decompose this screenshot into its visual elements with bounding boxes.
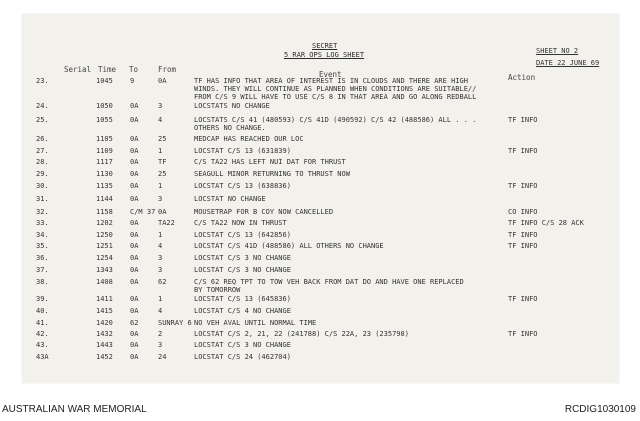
- row-event: LOCSTAT C/S 2, 21, 22 (241788) C/S 22A, 23 (235798): [194, 330, 409, 338]
- row-from: 1: [158, 295, 163, 303]
- row-to: 0A: [130, 170, 139, 178]
- row-to: 62: [130, 319, 139, 327]
- row-to: 0A: [130, 219, 139, 227]
- row-serial: 42.: [36, 330, 49, 338]
- footer-reference: RCDIG1030109: [564, 404, 636, 415]
- row-action: TF INFO: [508, 116, 538, 124]
- row-to: 9: [130, 77, 135, 85]
- row-serial: 24.: [36, 102, 49, 110]
- row-event: LOCSTAT C/S 3 NO CHANGE: [194, 266, 291, 274]
- row-from: 4: [158, 307, 163, 315]
- row-from: 4: [158, 242, 163, 250]
- row-from: 4: [158, 116, 163, 124]
- row-event: LOCSTATS NO CHANGE: [194, 102, 270, 110]
- row-to: 0A: [130, 242, 139, 250]
- log-title: 5 RAR OPS LOG SHEET: [284, 51, 365, 59]
- row-serial: 40.: [36, 307, 49, 315]
- row-event: LOCSTAT C/S 3 NO CHANGE: [194, 254, 291, 262]
- row-serial: 36.: [36, 254, 49, 262]
- row-time: 1144: [96, 195, 113, 203]
- row-time: 1050: [96, 102, 113, 110]
- header-event: Event: [319, 70, 342, 79]
- row-serial: 23.: [36, 77, 49, 85]
- header-serial: Serial: [64, 65, 92, 74]
- row-time: 1443: [96, 341, 113, 349]
- row-time: 1408: [96, 278, 113, 286]
- row-to: 0A: [130, 353, 139, 361]
- row-time: 1105: [96, 135, 113, 143]
- row-from: 2: [158, 330, 163, 338]
- row-to: 0A: [130, 182, 139, 190]
- header-time: Time: [98, 65, 117, 74]
- row-from: 3: [158, 102, 163, 110]
- row-serial: 31.: [36, 195, 49, 203]
- row-action: TF INFO: [508, 330, 538, 338]
- row-from: 1: [158, 182, 163, 190]
- row-time: 1452: [96, 353, 113, 361]
- row-serial: 34.: [36, 231, 49, 239]
- row-to: 0A: [130, 266, 139, 274]
- row-time: 1415: [96, 307, 113, 315]
- row-event: LOCSTAT C/S 13 (631839): [194, 147, 291, 155]
- row-event: C/S 62 REQ TPT TO TOW VEH BACK FROM DAT DO AND HAVE ONE REPLACED BY TOMORROW: [194, 278, 464, 294]
- row-to: 0A: [130, 330, 139, 338]
- row-event: LOCSTAT C/S 3 NO CHANGE: [194, 341, 291, 349]
- row-from: 3: [158, 266, 163, 274]
- row-event: NO VEH AVAL UNTIL NORMAL TIME: [194, 319, 317, 327]
- row-event: SEAGULL MINOR RETURNING TO THRUST NOW: [194, 170, 350, 178]
- row-from: TF: [158, 158, 167, 166]
- row-serial: 27.: [36, 147, 49, 155]
- row-to: 0A: [130, 295, 139, 303]
- row-from: 0A: [158, 77, 167, 85]
- row-from: 3: [158, 195, 163, 203]
- row-to: 0A: [130, 135, 139, 143]
- row-action: TF INFO: [508, 242, 538, 250]
- sheet-date: DATE 22 JUNE 69: [536, 59, 600, 67]
- row-serial: 37.: [36, 266, 49, 274]
- header-action: Action: [508, 73, 536, 82]
- row-time: 1158: [96, 208, 113, 216]
- row-to: 0A: [130, 102, 139, 110]
- row-to: C/M 37: [130, 208, 156, 216]
- row-serial: 41.: [36, 319, 49, 327]
- row-to: 0A: [130, 195, 139, 203]
- classification-label: SECRET: [312, 42, 338, 50]
- row-action: TF INFO: [508, 295, 538, 303]
- row-time: 1251: [96, 242, 113, 250]
- row-to: 0A: [130, 254, 139, 262]
- header-to: To: [129, 65, 139, 74]
- row-serial: 35.: [36, 242, 49, 250]
- row-time: 1343: [96, 266, 113, 274]
- row-time: 1254: [96, 254, 113, 262]
- row-from: TA22: [158, 219, 175, 227]
- row-time: 1411: [96, 295, 113, 303]
- row-event: LOCSTAT NO CHANGE: [194, 195, 266, 203]
- row-from: 25: [158, 170, 167, 178]
- row-time: 1045: [96, 77, 113, 85]
- row-action: TF INFO: [508, 231, 538, 239]
- row-event: LOCSTAT C/S 4 NO CHANGE: [194, 307, 291, 315]
- row-to: 0A: [130, 341, 139, 349]
- row-event: LOCSTAT C/S 13 (645836): [194, 295, 291, 303]
- row-event: C/S TA22 NOW IN THRUST: [194, 219, 287, 227]
- row-from: 1: [158, 231, 163, 239]
- row-event: C/S TA22 HAS LEFT NUI DAT FOR THRUST: [194, 158, 346, 166]
- row-event: MOUSETRAP FOR B COY NOW CANCELLED: [194, 208, 334, 216]
- row-time: 1109: [96, 147, 113, 155]
- row-to: 0A: [130, 158, 139, 166]
- row-serial: 26.: [36, 135, 49, 143]
- row-time: 1202: [96, 219, 113, 227]
- row-from: 0A: [158, 208, 167, 216]
- row-serial: 32.: [36, 208, 49, 216]
- row-event: LOCSTAT C/S 41D (488586) ALL OTHERS NO CHANGE: [194, 242, 384, 250]
- row-time: 1432: [96, 330, 113, 338]
- row-time: 1420: [96, 319, 113, 327]
- row-from: 1: [158, 147, 163, 155]
- document-sheet: [22, 14, 619, 383]
- row-time: 1117: [96, 158, 113, 166]
- row-action: TF INFO: [508, 182, 538, 190]
- row-from: 3: [158, 341, 163, 349]
- row-time: 1130: [96, 170, 113, 178]
- row-event: LOCSTAT C/S 13 (642856): [194, 231, 291, 239]
- row-serial: 28.: [36, 158, 49, 166]
- row-to: 0A: [130, 116, 139, 124]
- row-from: 3: [158, 254, 163, 262]
- row-action: TF INFO: [508, 147, 538, 155]
- header-from: From: [158, 65, 177, 74]
- row-serial: 43.: [36, 341, 49, 349]
- row-to: 0A: [130, 307, 139, 315]
- row-serial: 30.: [36, 182, 49, 190]
- row-time: 1250: [96, 231, 113, 239]
- row-serial: 25.: [36, 116, 49, 124]
- sheet-number: SHEET NO 2: [536, 47, 579, 55]
- row-serial: 39.: [36, 295, 49, 303]
- row-to: 0A: [130, 147, 139, 155]
- row-event: LOCSTAT C/S 13 (638836): [194, 182, 291, 190]
- row-from: 25: [158, 135, 167, 143]
- row-to: 0A: [130, 278, 139, 286]
- row-action: CO INFO: [508, 208, 538, 216]
- footer-source: AUSTRALIAN WAR MEMORIAL: [2, 404, 147, 415]
- row-from: 62: [158, 278, 167, 286]
- row-from: SUNRAY 6: [158, 319, 192, 327]
- row-serial: 38.: [36, 278, 49, 286]
- row-serial: 43A: [36, 353, 49, 361]
- row-to: 0A: [130, 231, 139, 239]
- row-event: MEDCAP HAS REACHED OUR LOC: [194, 135, 304, 143]
- row-from: 24: [158, 353, 167, 361]
- row-time: 1135: [96, 182, 113, 190]
- row-time: 1055: [96, 116, 113, 124]
- row-event: TF HAS INFO THAT AREA OF INTEREST IS IN CLOUDS AND THERE ARE HIGH WINDS. THEY WILL CONTINUE AS PLANNED WHEN CONDITIONS ARE SUITABLE// FROM C/S 9 WILL HAVE TO USE C/S 8 IN THAT AREA AND GO ALONG REDBALL: [194, 77, 477, 101]
- row-event: LOCSTAT C/S 24 (462704): [194, 353, 291, 361]
- row-serial: 29.: [36, 170, 49, 178]
- row-action: TF INFO C/S 28 ACK: [508, 219, 584, 227]
- row-serial: 33.: [36, 219, 49, 227]
- row-event: LOCSTATS C/S 41 (480593) C/S 41D (490592) C/S 42 (488586) ALL . . . OTHERS NO CHANGE.: [194, 116, 477, 132]
